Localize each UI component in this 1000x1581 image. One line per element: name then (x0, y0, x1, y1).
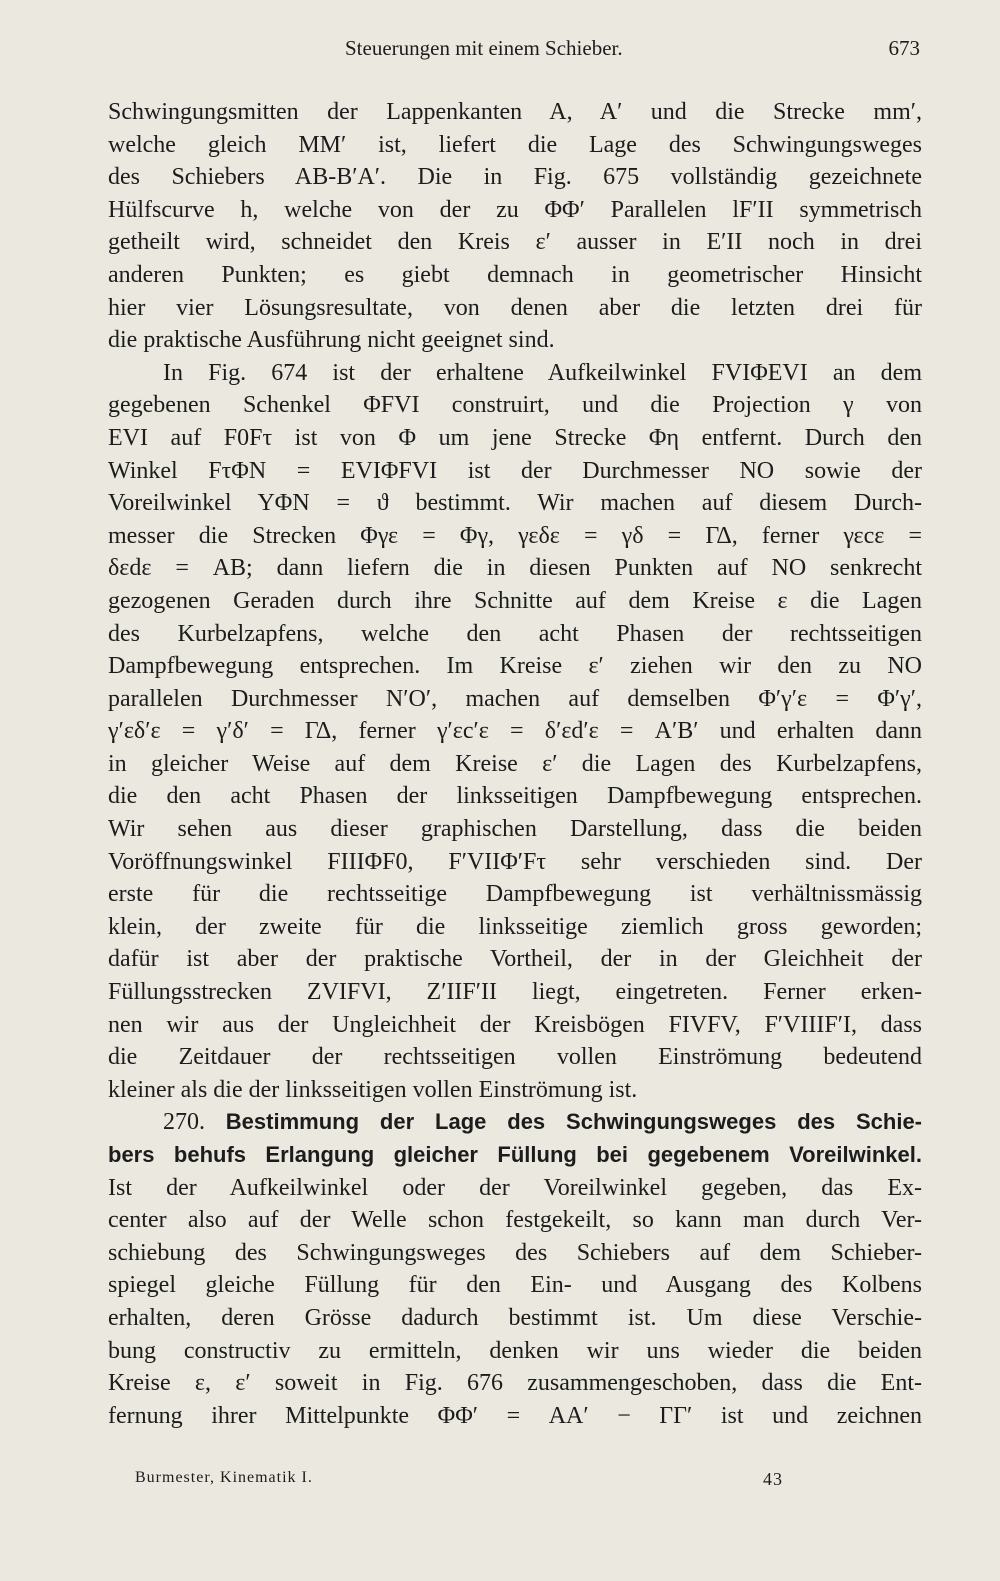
text-line: EVI auf F0Fτ ist von Φ um jene Strecke Φη entfernt. Durch den (108, 424, 922, 451)
section-heading: bers behufs Erlangung gleicher Füllung bei gegebenem Voreilwinkel. (108, 1142, 922, 1167)
text-line: erste für die rechtsseitige Dampfbewegung ist verhältnissmässig (108, 881, 922, 908)
page-footer (135, 1469, 835, 1497)
text-line: parallelen Durchmesser N′O′, machen auf demselben Φ′γ′ε = Φ′γ′, (108, 685, 922, 712)
text-line: schiebung des Schwingungsweges des Schiebers auf dem Schieber- (108, 1239, 922, 1266)
text-line: δεdε = AB; dann liefern die in diesen Punkten auf NO senkrecht (108, 555, 922, 582)
text-line: dafür ist aber der praktische Vortheil, der in der Gleichheit der (108, 946, 922, 973)
body-text (108, 96, 922, 1432)
text-line: Voröffnungswinkel FIIIΦF0, F′VIIΦ′Fτ sehr verschieden sind. Der (108, 848, 922, 875)
text-line: In Fig. 674 ist der erhaltene Aufkeilwinkel FVIΦEVI an dem (163, 359, 922, 386)
section-number: 270. (163, 1109, 205, 1136)
text-line: welche gleich MM′ ist, liefert die Lage des Schwingungsweges (108, 131, 922, 158)
text-line: nen wir aus der Ungleichheit der Kreisbögen FIVFV, F′VIIIF′I, dass (108, 1011, 922, 1038)
section-heading-line (108, 1139, 922, 1172)
text-line: spiegel gleiche Füllung für den Ein- und Ausgang des Kolbens (108, 1272, 922, 1299)
text-line: in gleicher Weise auf dem Kreise ε′ die Lagen des Kurbelzapfens, (108, 750, 922, 777)
text-line: Kreise ε, ε′ soweit in Fig. 676 zusammengeschoben, dass die Ent- (108, 1370, 922, 1397)
text-line: Hülfscurve h, welche von der zu ΦΦ′ Parallelen lF′II symmetrisch (108, 196, 922, 223)
page-number: 673 (888, 36, 920, 60)
text-line: fernung ihrer Mittelpunkte ΦΦ′ = AA′ − ΓΓ′ ist und zeichnen (108, 1402, 922, 1429)
text-line: anderen Punkten; es giebt demnach in geometrischer Hinsicht (108, 261, 922, 288)
text-line: Füllungsstrecken ZVIFVI, Z′IIF′II liegt, eingetreten. Ferner erken- (108, 979, 922, 1006)
text-line: gezogenen Geraden durch ihre Schnitte auf dem Kreise ε die Lagen (108, 587, 922, 614)
text-line: die praktische Ausführung nicht geeignet sind. (108, 327, 555, 354)
text-line: getheilt wird, schneidet den Kreis ε′ ausser in E′II noch in drei (108, 229, 922, 256)
text-line: gegebenen Schenkel ΦFVI construirt, und die Projection γ von (108, 392, 922, 419)
text-line: Schwingungsmitten der Lappenkanten A, A′ und die Strecke mm′, (108, 99, 922, 125)
text-line: messer die Strecken Φγε = Φγ, γεδε = γδ = ΓΔ, ferner γεcε = (108, 522, 922, 549)
text-line: hier vier Lösungsresultate, von denen aber die letzten drei für (108, 294, 922, 321)
text-line: die Zeitdauer der rechtsseitigen vollen Einströmung bedeutend (108, 1044, 922, 1071)
text-line: die den acht Phasen der linksseitigen Dampfbewegung entsprechen. (108, 783, 922, 810)
section-heading: Bestimmung der Lage des Schwingungsweges des Schie- (225, 1109, 922, 1135)
text-line: klein, der zweite für die linksseitige ziemlich gross geworden; (108, 913, 922, 940)
text-line: des Kurbelzapfens, welche den acht Phasen der rechtsseitigen (108, 620, 922, 647)
section-heading-line (108, 1106, 922, 1139)
text-line: Voreilwinkel YΦN = ϑ bestimmt. Wir machen auf diesem Durch- (108, 490, 922, 517)
text-line: kleiner als die der linksseitigen vollen Einströmung ist. (108, 1076, 638, 1103)
text-line: erhalten, deren Grösse dadurch bestimmt ist. Um diese Verschie- (108, 1304, 922, 1331)
text-line: γ′εδ′ε = γ′δ′ = ΓΔ, ferner γ′εc′ε = δ′εd′ε = A′B′ und erhalten dann (108, 718, 922, 745)
text-line: des Schiebers AB-B′A′. Die in Fig. 675 vollständig gezeichnete (108, 164, 922, 191)
text-line: Winkel FτΦN = EVIΦFVI ist der Durchmesser NO sowie der (108, 457, 922, 484)
printer-signature: Burmester, Kinematik I. (135, 1469, 313, 1486)
text-line: center also auf der Welle schon festgekeilt, so kann man durch Ver- (108, 1207, 922, 1234)
text-line: Dampfbewegung entsprechen. Im Kreise ε′ ziehen wir den zu NO (108, 653, 922, 680)
text-line: bung constructiv zu ermitteln, denken wir uns wieder die beiden (108, 1337, 922, 1364)
signature-mark: 43 (763, 1469, 783, 1489)
running-title: Steuerungen mit einem Schieber. (345, 36, 623, 60)
page-header (108, 36, 920, 66)
text-line: Wir sehen aus dieser graphischen Darstellung, dass die beiden (108, 816, 922, 843)
text-line: Ist der Aufkeilwinkel oder der Voreilwinkel gegeben, das Ex- (108, 1174, 922, 1201)
